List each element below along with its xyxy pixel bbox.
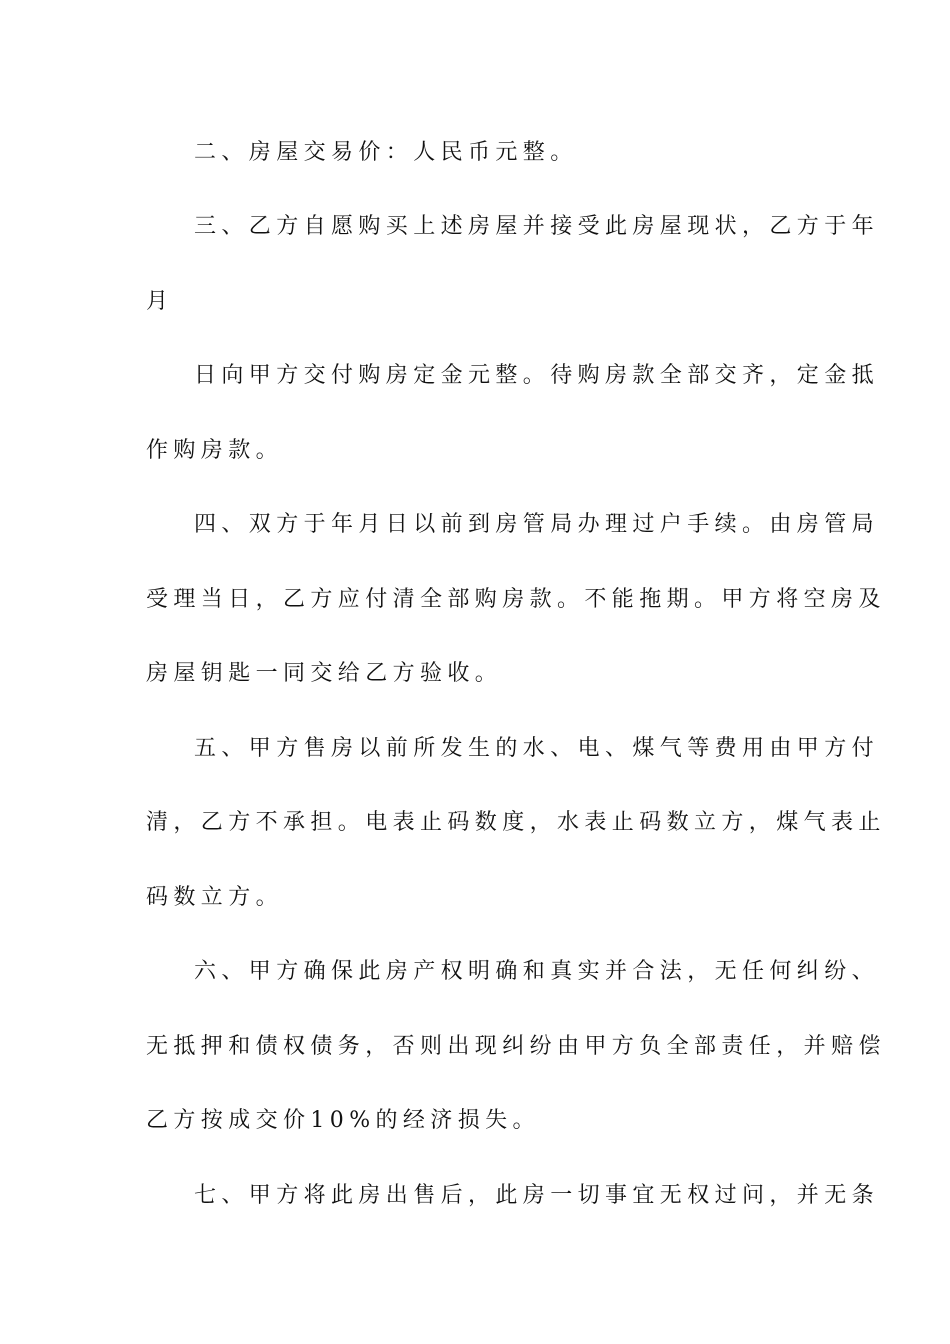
clause-4-line-1: 四、双方于年月日以前到房管局办理过户手续。由房管局 — [194, 512, 880, 537]
clause-6-line-2: 无抵押和债权债务，否则出现纠纷由甲方负全部责任，并赔偿 — [146, 1034, 886, 1059]
clause-2-line-1: 二、房屋交易价：人民币元整。 — [194, 140, 578, 165]
clause-6-line-1: 六、甲方确保此房产权明确和真实并合法，无任何纠纷、 — [194, 959, 880, 984]
clause-7-line-1: 七、甲方将此房出售后，此房一切事宜无权过问，并无条 — [194, 1183, 880, 1208]
clause-3-line-1: 三、乙方自愿购买上述房屋并接受此房屋现状，乙方于年 — [194, 214, 880, 239]
clause-5-line-3: 码数立方。 — [146, 885, 284, 910]
clause-4-line-2: 受理当日，乙方应付清全部购房款。不能拖期。甲方将空房及 — [146, 587, 886, 612]
clause-4-line-3: 房屋钥匙一同交给乙方验收。 — [146, 661, 503, 686]
clause-3-line-4: 作购房款。 — [146, 438, 284, 463]
clause-3-line-3: 日向甲方交付购房定金元整。待购房款全部交齐，定金抵 — [194, 363, 880, 388]
clause-3-line-2: 月 — [146, 289, 174, 314]
clause-5-line-2: 清，乙方不承担。电表止码数度，水表止码数立方，煤气表止 — [146, 810, 886, 835]
clause-6-line-3: 乙方按成交价10%的经济损失。 — [146, 1108, 540, 1133]
clause-5-line-1: 五、甲方售房以前所发生的水、电、煤气等费用由甲方付 — [194, 736, 880, 761]
